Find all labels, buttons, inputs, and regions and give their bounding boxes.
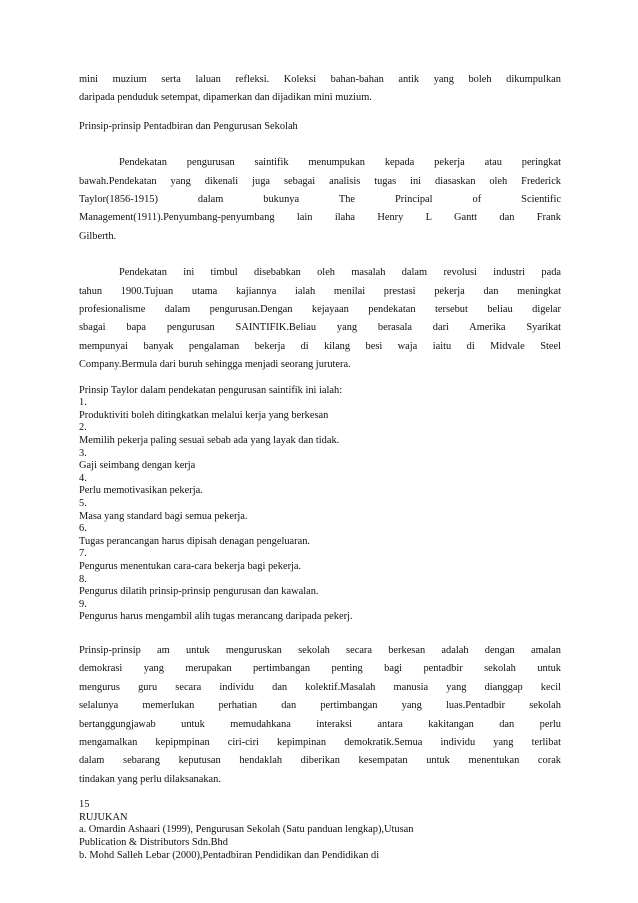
text-line: bawah.Pendekatan yang dikenali juga sebagai analisis tugas ini diasaskan oleh Frederick [79,175,561,187]
list-item-text: Masa yang standard bagi semua pekerja. [79,510,248,522]
list-item-text: Produktiviti boleh ditingkatkan melalui kerja yang berkesan [79,409,329,421]
paragraph-intro [79,71,561,108]
list-item-number: 6. [79,523,87,535]
list-item-text: Pengurus harus mengambil alih tugas merancang daripada pekerj. [79,611,353,623]
section-heading: Prinsip-prinsip Pentadbiran dan Pengurusan Sekolah [79,120,298,132]
paragraph-pendekatan-saintifik [79,154,561,246]
list-item-number: 5. [79,498,87,510]
text-line: Pendekatan pengurusan saintifik menumpukan kepada pekerja atau peringkat [119,157,561,169]
list-item-number: 9. [79,598,87,610]
references-section [79,799,561,862]
list-item-text: Pengurus menentukan cara-cara bekerja bagi pekerja. [79,561,302,572]
text-line: mempunyai banyak pengalaman bekerja di kilang besi waja iaitu di Midvale Steel [79,340,561,352]
list-item-text: Pengurus dilatih prinsip-prinsip pengurusan dan kawalan. [79,586,319,598]
document-page [79,71,561,862]
reference-line: a. Omardin Ashaari (1999), Pengurusan Sekolah (Satu panduan lengkap),Utusan [79,824,414,836]
list-item-number: 3. [79,447,87,459]
text-line: Gilberth. [79,230,117,242]
list-item-number: 7. [79,548,87,560]
text-line: mengamalkan kepipmpinan ciri-ciri kepimpinan demokratik.Semua individu yang terlibat [79,737,561,748]
text-line: selalunya memerlukan perhatian dan pertimbangan yang luas.Pentadbir sekolah [79,700,561,712]
taylor-principles-list [79,385,561,624]
text-line: profesionalisme dalam pengurusan.Dengan kejayaan pendekatan tersebut beliau digelar [79,304,561,316]
text-line: mengurus guru secara individu dan kolektif.Masalah manusia yang dianggap kecil [79,681,561,693]
paragraph-revolusi-industri [79,264,561,374]
text-line: Taylor(1856-1915) dalam bukunya The Principal of Scientific [79,194,561,206]
list-item-number: 4. [79,472,87,484]
text-line: demokrasi yang merupakan pertimbangan penting bagi pentadbir sekolah untuk [79,663,561,675]
text-line: Company.Bermula dari buruh sehingga menjadi seorang jurutera. [79,359,351,371]
reference-line: b. Mohd Salleh Lebar (2000),Pentadbiran Pendidikan dan Pendidikan di [79,849,380,861]
text-line: bertanggungjawab untuk memudahkana interaksi antara kakitangan dan perlu [79,718,561,730]
list-item-text: Perlu memotivasikan pekerja. [79,485,203,497]
paragraph-prinsip-am [79,642,561,789]
text-line: sbagai bapa pengurusan SAINTIFIK.Beliau yang berasala dari Amerika Syarikat [79,322,561,334]
text-line: Pendekatan ini timbul disebabkan oleh masalah dalam revolusi industri pada [119,267,561,279]
page-number: 15 [79,799,90,811]
text-line: mini muzium serta laluan refleksi. Koleksi bahan-bahan antik yang boleh dikumpulkan [79,74,561,85]
text-line: daripada penduduk setempat, dipamerkan dan dijadikan mini muzium. [79,92,372,104]
references-heading: RUJUKAN [79,811,128,823]
list-item-number: 2. [79,422,87,434]
list-intro: Prinsip Taylor dalam pendekatan pengurusan saintifik ini ialah: [79,384,343,396]
text-line: tahun 1900.Tujuan utama kajiannya ialah menilai prestasi pekerja dan meningkat [79,285,561,297]
list-item-text: Tugas perancangan harus dipisah denagan pengeluaran. [79,535,311,547]
text-line: Management(1911).Penyumbang-penyumbang lain ilaha Henry L Gantt dan Frank [79,212,561,224]
list-item-number: 8. [79,573,87,585]
list-item-number: 1. [79,397,87,409]
list-item-text: Memilih pekerja paling sesuai sebab ada yang layak dan tidak. [79,435,340,447]
list-item-text: Gaji seimbang dengan kerja [79,460,196,472]
text-line: dalam sebarang keputusan hendaklah diberikan kesempatan untuk menentukan corak [79,755,561,767]
text-line: Prinsip-prinsip am untuk menguruskan sekolah secara berkesan adalah dengan amalan [79,644,561,656]
reference-line: Publication & Distributors Sdn.Bhd [79,837,228,848]
text-line: tindakan yang perlu dilaksanakan. [79,773,221,785]
